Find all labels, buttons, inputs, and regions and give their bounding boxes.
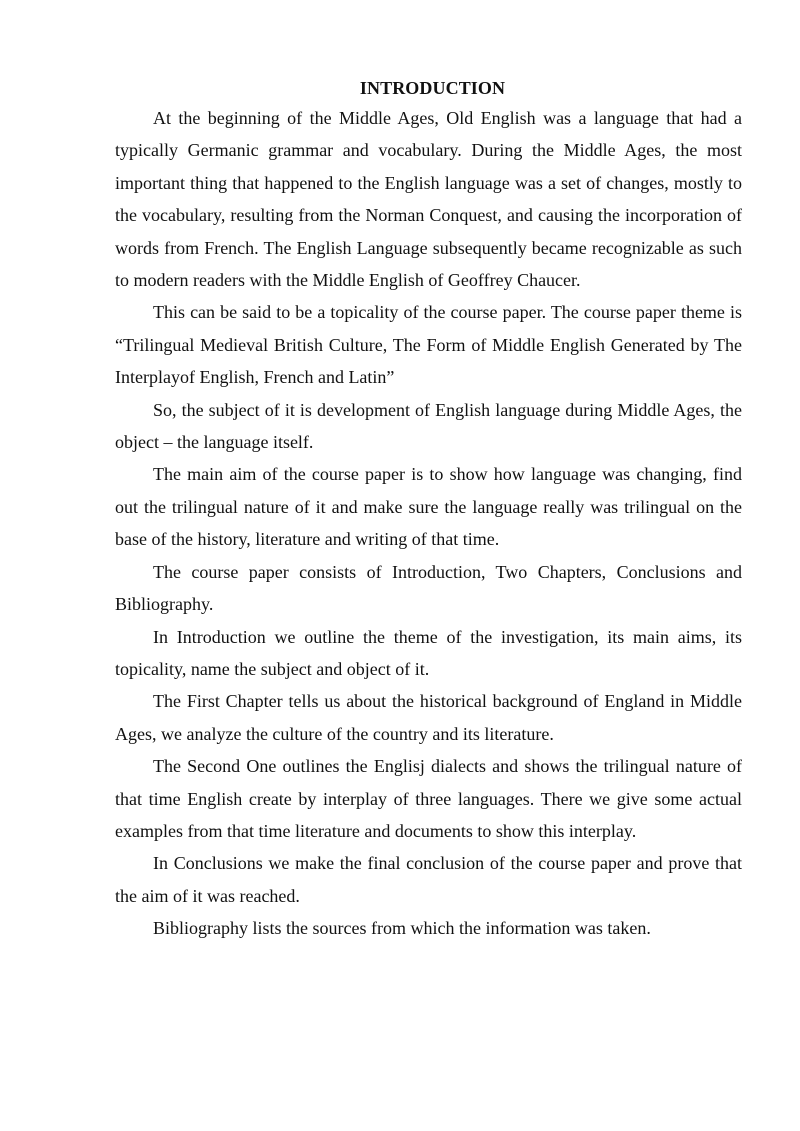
paragraph-bibliography: Bibliography lists the sources from which the information was taken. <box>153 918 651 939</box>
paragraph-introduction-summary: In Introduction we outline the theme of the investigation, its main aims, its topicality, name the subject and object of it. <box>115 626 742 679</box>
paragraph-structure: The course paper consists of Introduction, Two Chapters, Conclusions and Bibliography. <box>115 561 742 615</box>
paragraph-subject-object: So, the subject of it is development of English language during Middle Ages, the object – the language itself. <box>115 399 742 453</box>
paragraph-conclusions: In Conclusions we make the final conclusion of the course paper and prove that the aim of it was reached. <box>115 853 742 906</box>
paragraph-topicality: This can be said to be a topicality of the course paper. The course paper theme is “Trilingual Medieval British Culture, The Form of Middle English Generated by The Interplayof English, French and Latin” <box>115 302 742 388</box>
paragraph-main-aim: The main aim of the course paper is to show how language was changing, find out the trilingual nature of it and make sure the language really was trilingual on the base of the history, literature and writing of that time. <box>115 464 742 550</box>
paragraph-second-chapter: The Second One outlines the Englisj dialects and shows the trilingual nature of that time English create by interplay of three languages. There we give some actual examples from that time literature and documents to show this interplay. <box>115 756 742 841</box>
paragraph-first-chapter: The First Chapter tells us about the historical background of England in Middle Ages, we analyze the culture of the country and its literature. <box>115 691 742 744</box>
paragraph-intro-history: At the beginning of the Middle Ages, Old English was a language that had a typically Germanic grammar and vocabulary. During the Middle Ages, the most important thing that happened to the English language was a set of changes, mostly to the vocabulary, resulting from the Norman Conquest, and causing the incorporation of words from French. The English Language subsequently became recognizable as such to modern readers with the Middle English of Geoffrey Chaucer. <box>115 108 742 291</box>
document-title: INTRODUCTION <box>359 78 506 98</box>
